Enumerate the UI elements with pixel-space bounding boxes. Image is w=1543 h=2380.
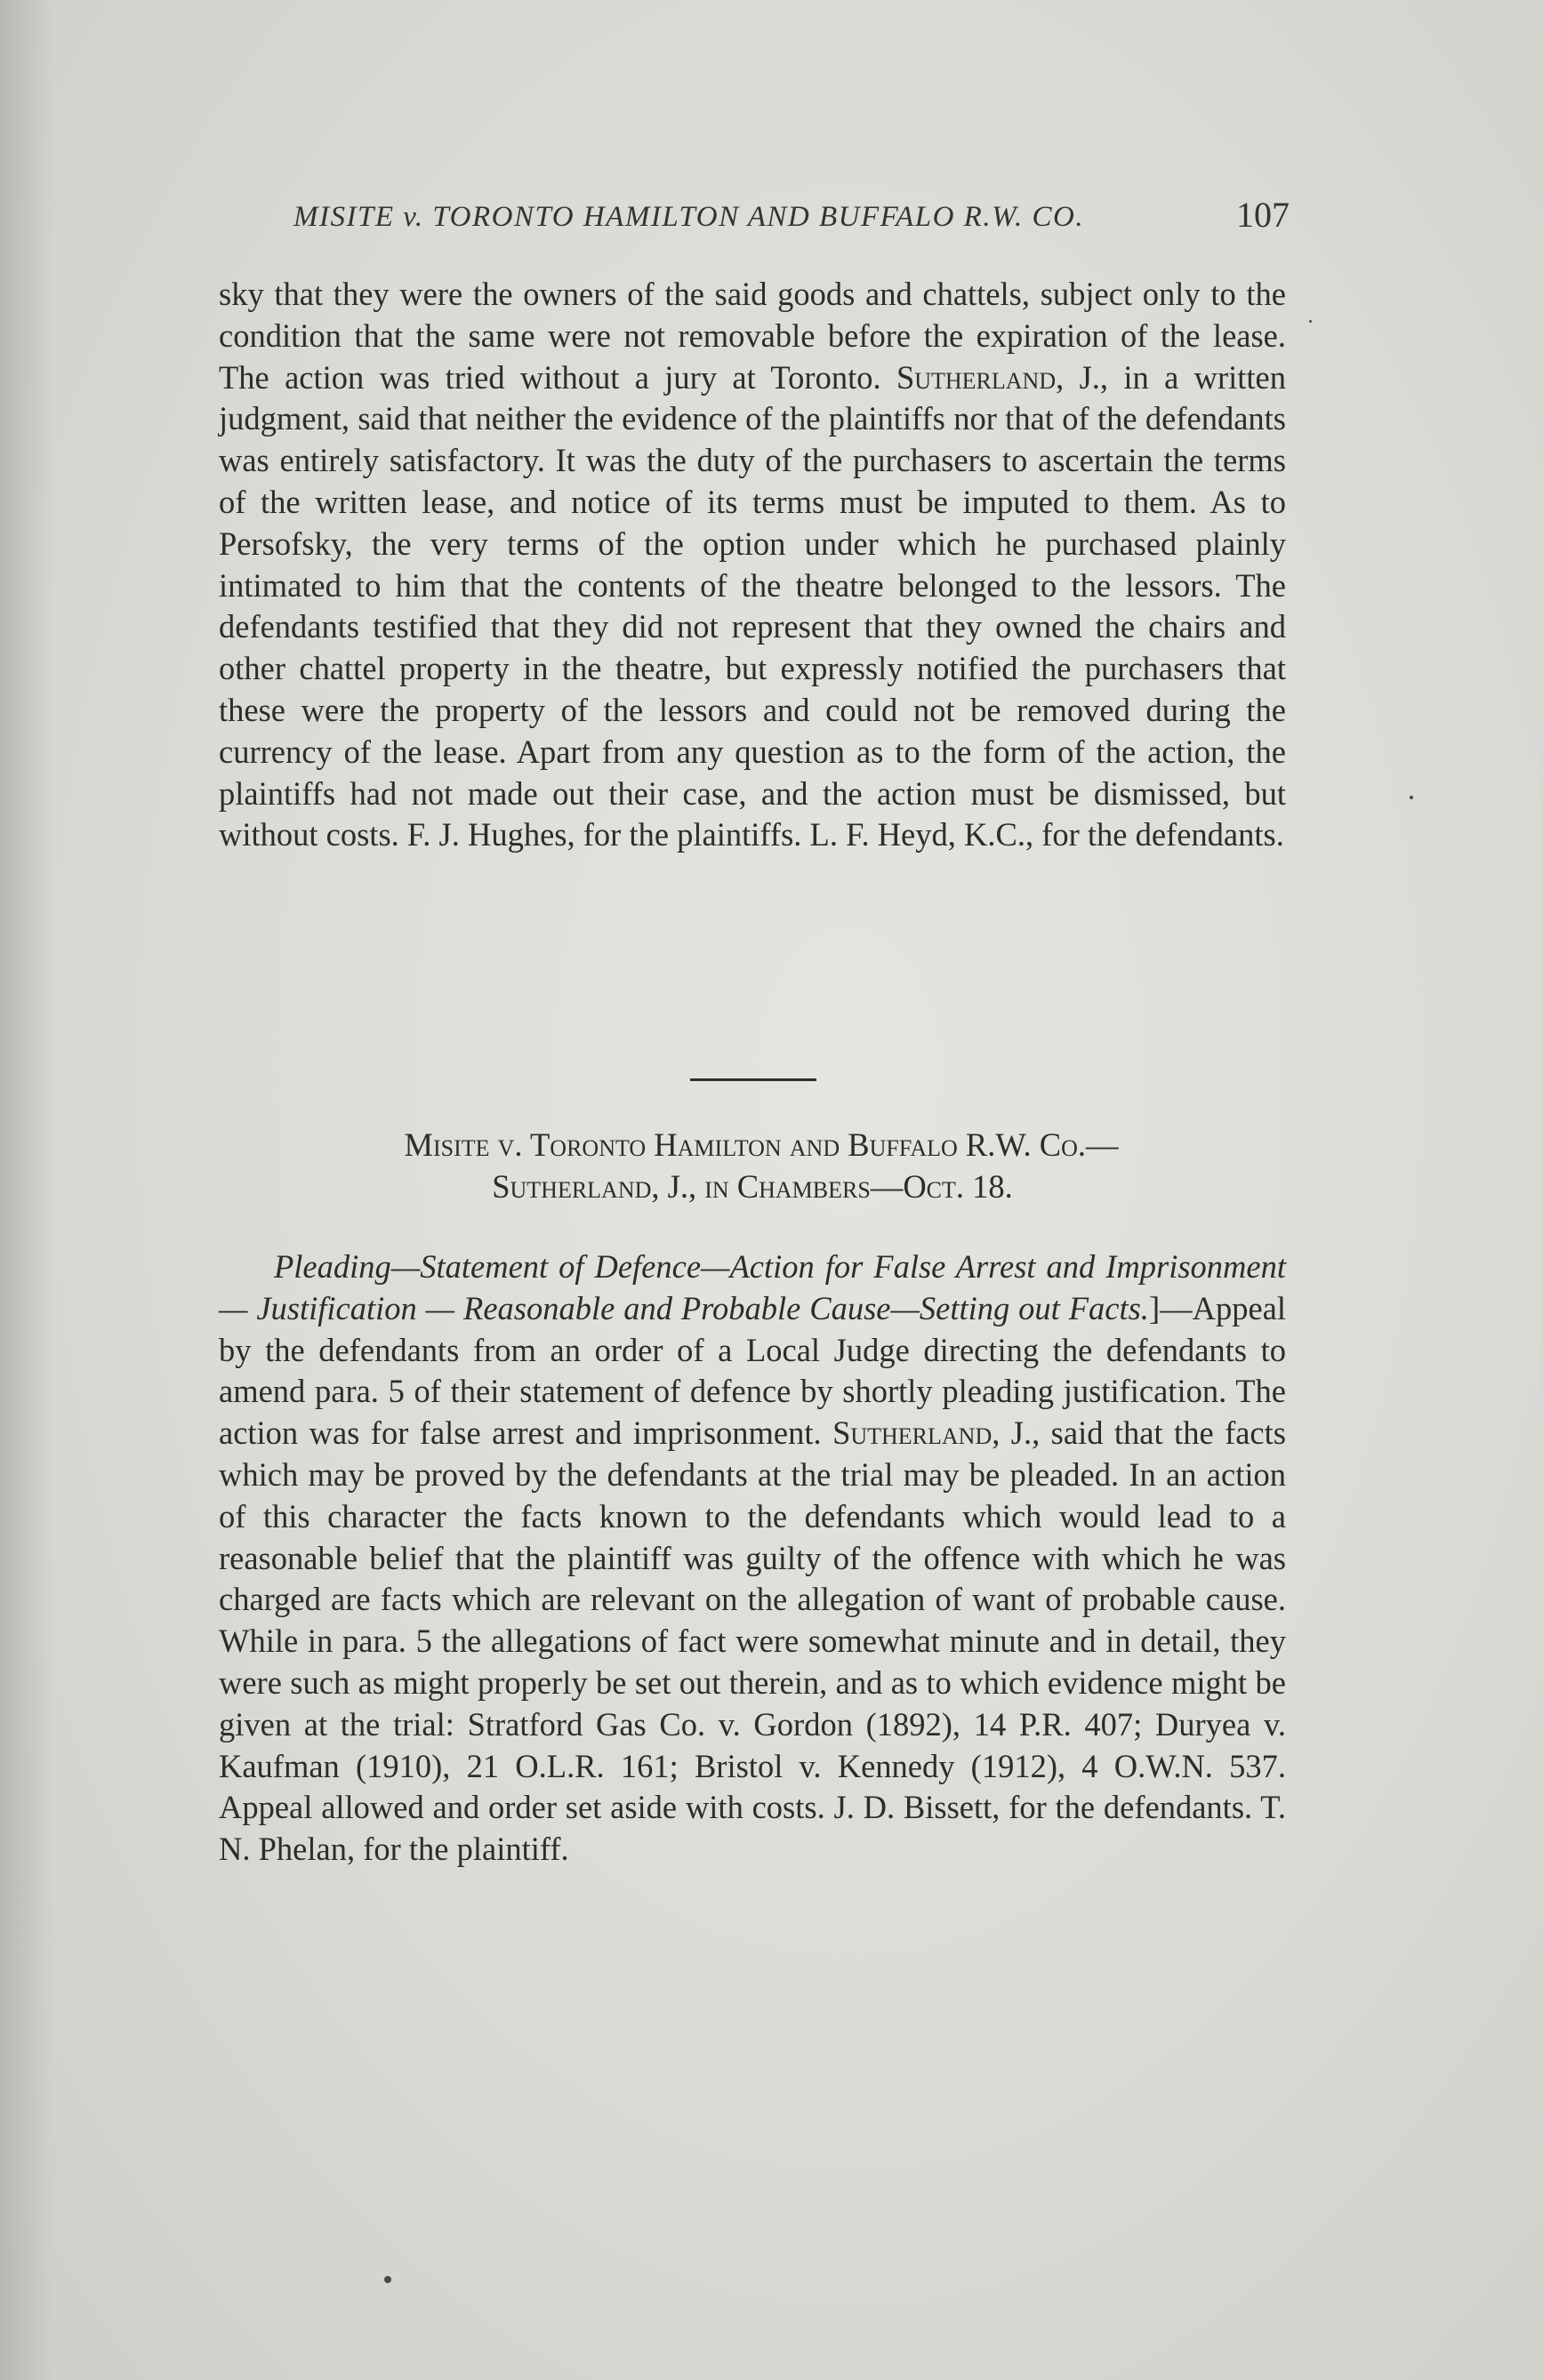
- paper-speck: [1410, 796, 1413, 799]
- case-title: Misite v. Toronto Hamilton and Buffalo R.W. Co.—: [404, 1126, 1119, 1163]
- paper-speck: [1309, 320, 1312, 323]
- paper-speck: [384, 2276, 391, 2283]
- running-head-title: MISITE v. TORONTO HAMILTON AND BUFFALO R.W. CO.: [293, 201, 1085, 233]
- running-head: [293, 194, 1290, 247]
- case-heading: [219, 1124, 1286, 1207]
- section-divider: [690, 1078, 816, 1081]
- paragraph-text-part2: , J., said that the facts which may be proved by the defendants at the trial may be pleaded. In an action of this character the facts known to the defendants which would lead to a reasonable belief that the plaintiff was guilty of the offence with which he was charged are facts which are relevant on the allegation of want of probable cause. While in para. 5 the allegations of fact were somewhat minute and in detail, they were such as might properly be set out therein, and as to which evidence might be given at the trial: Stratford Gas Co. v. Gordon (1892), 14 P.R. 407; Duryea v. Kaufman (1910), 21 O.L.R. 161; Bristol v. Kennedy (1912), 4 O.W.N. 537. Appeal allowed and order set aside with costs. J. D. Bissett, for the defendants. T. N. Phelan, for the plaintiff.: [219, 1414, 1286, 1868]
- headnote-keywords: Pleading—Statement of Defence—Action for False Arrest and Imprisonment — Justification — Reasonable and Probable Cause—Setting out Facts.: [219, 1248, 1286, 1326]
- judge-name: Sutherland: [896, 358, 1057, 396]
- paragraph-text: [219, 1246, 1286, 1871]
- page-number: 107: [1236, 195, 1290, 235]
- judge-name: Sutherland: [832, 1414, 993, 1452]
- judgment-paragraph-continued: [219, 274, 1286, 856]
- headnote-paragraph: [219, 1246, 1286, 1871]
- paragraph-text: [219, 274, 1286, 856]
- paragraph-text-part1: ]—Appeal by the defendants from an order of a Local Judge directing the defendants to amend para. 5 of their statement of defence by shortly pleading justification. The action was for false arrest and imprisonment.: [219, 1289, 1286, 1452]
- paragraph-text-part1: sky that they were the owners of the said goods and chattels, subject only to the condition that the same were not removable before the expiration of the lease. The action was tried without a jury at Toronto.: [219, 276, 1286, 396]
- case-court-date: Sutherland, J., in Chambers—Oct. 18.: [492, 1168, 1013, 1205]
- paragraph-text-part2: , J., in a written judgment, said that neither the evidence of the plaintiffs nor that of the defendants was entirely satisfactory. It was the duty of the purchasers to ascertain the terms of the written lease, and notice of its terms must be imputed to them. As to Persofsky, the very terms of the option under which he purchased plainly intimated to him that the contents of the theatre belonged to the lessors. The defendants testified that they did not represent that they owned the chairs and other chattel property in the theatre, but expressly notified the purchasers that these were the property of the lessors and could not be removed during the currency of the lease. Apart from any question as to the form of the action, the plaintiffs had not made out their case, and the action must be dismissed, but without costs. F. J. Hughes, for the plaintiffs. L. F. Heyd, K.C., for the defendants.: [219, 358, 1286, 853]
